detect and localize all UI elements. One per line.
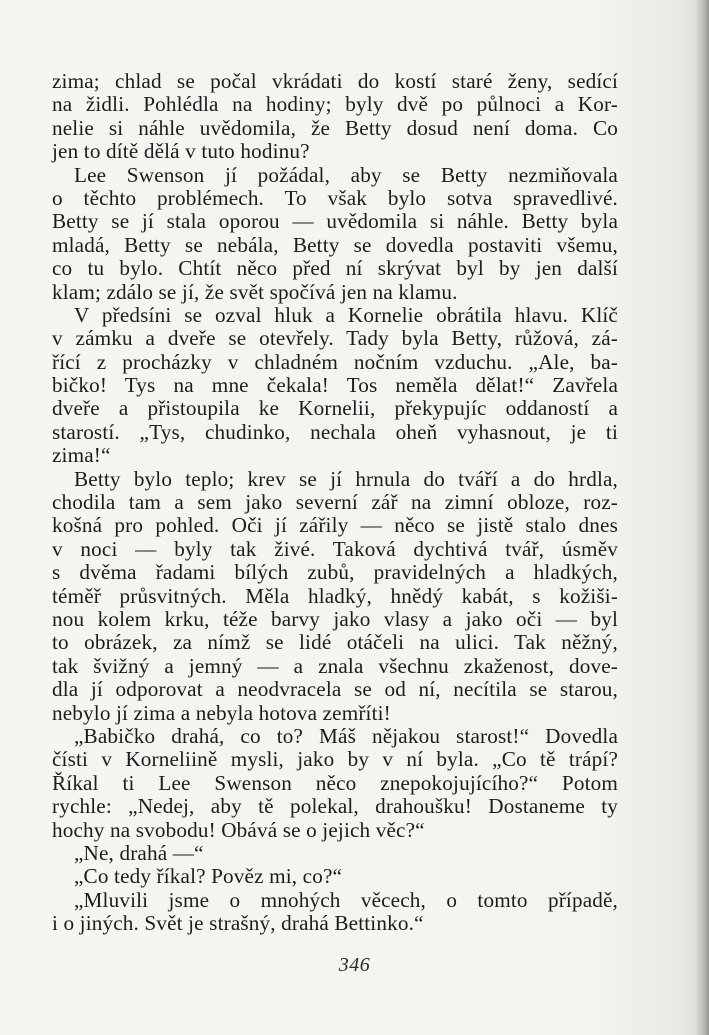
text-line: to obrázek, za nímž se lidé otáčeli na ulici. Tak něžný, [52, 630, 618, 655]
text-line: dveře a přistoupila ke Kornelii, překypujíc oddaností a [52, 396, 618, 421]
page-number: 346 [338, 954, 371, 976]
text-line: chodila tam a sem jako severní zář na zimní obloze, roz- [52, 490, 618, 515]
text-line: starostí. „Tys, chudinko, nechala oheň vyhasnout, je ti [52, 419, 618, 444]
text-line: „Mluvili jsme o mnohých věcech, o tomto případě, [74, 887, 618, 912]
text-line: s dvěma řadami bílých zubů, pravidelných a hladkých, [52, 560, 618, 585]
text-line: nebylo jí zima a nebyla hotova zemříti! [52, 700, 391, 725]
text-line: čísti v Korneliině mysli, jako by v ní byla. „Co tě trápí? [52, 747, 618, 772]
text-line: i o jiných. Svět je strašný, drahá Bettinko.“ [52, 911, 424, 936]
page-edge-shadow [695, 0, 709, 1035]
text-line: jen to dítě dělá v tuto hodinu? [52, 139, 310, 164]
text-line: tak švižný a jemný — a znala všechnu zkaženost, dove- [52, 653, 618, 678]
text-line: v noci — byly tak živé. Taková dychtivá tvář, úsměv [52, 536, 618, 561]
text-line: Lee Swenson jí požádal, aby se Betty nezmiňovala [74, 162, 618, 187]
text-line: „Co tedy říkal? Pověz mi, co?“ [74, 864, 343, 889]
text-line: téměř průsvitných. Měla hladký, hnědý kabát, s kožiši- [52, 583, 618, 608]
text-line: Betty se jí stala oporou — uvědomila si náhle. Betty byla [52, 209, 618, 234]
text-line: o těchto problémech. To však bylo sotva spravedlivé. [52, 185, 618, 210]
text-line: „Ne, drahá —“ [74, 840, 204, 865]
text-line: zima!“ [52, 443, 111, 468]
text-line: v zámku a dveře se otevřely. Tady byla Betty, růžová, zá- [52, 326, 618, 351]
text-line: Betty bylo teplo; krev se jí hrnula do tváří a do hrdla, [74, 466, 618, 491]
text-line: „Babičko drahá, co to? Máš nějakou starost!“ Dovedla [74, 723, 618, 748]
text-line: dla jí odporovat a neodvracela se od ní, necítila se starou, [52, 677, 618, 702]
body-text [52, 70, 618, 935]
text-line: nelie si náhle uvědomila, že Betty dosud není doma. Co [52, 115, 618, 140]
text-line: řící z procházky v chladném nočním vzduchu. „Ale, ba- [52, 349, 618, 374]
text-line: košná pro pohled. Oči jí zářily — něco se jistě stalo dnes [52, 513, 618, 538]
text-line: na židli. Pohlédla na hodiny; byly dvě po půlnoci a Kor- [52, 92, 618, 117]
text-line: Říkal ti Lee Swenson něco znepokojujícího?“ Potom [52, 770, 618, 795]
text-line: nou kolem krku, téže barvy jako vlasy a jako oči — byl [52, 606, 618, 631]
text-line: rychle: „Nedej, aby tě polekal, drahoušku! Dostaneme ty [52, 794, 618, 819]
text-line: hochy na svobodu! Obává se o jejich věc?“ [52, 817, 425, 842]
text-line: co tu bylo. Chtít něco před ní skrývat byl by jen další [52, 256, 618, 281]
text-line: zima; chlad se počal vkrádati do kostí staré ženy, sedící [52, 69, 618, 93]
text-line: bičko! Tys na mne čekala! Tos neměla dělat!“ Zavřela [52, 373, 618, 398]
text-line: mladá, Betty se nebála, Betty se dovedla postaviti všemu, [52, 232, 618, 257]
text-line: klam; zdálo se jí, že svět spočívá jen na klamu. [52, 279, 458, 304]
text-line: V předsíni se ozval hluk a Kornelie obrátila hlavu. Klíč [74, 302, 618, 327]
